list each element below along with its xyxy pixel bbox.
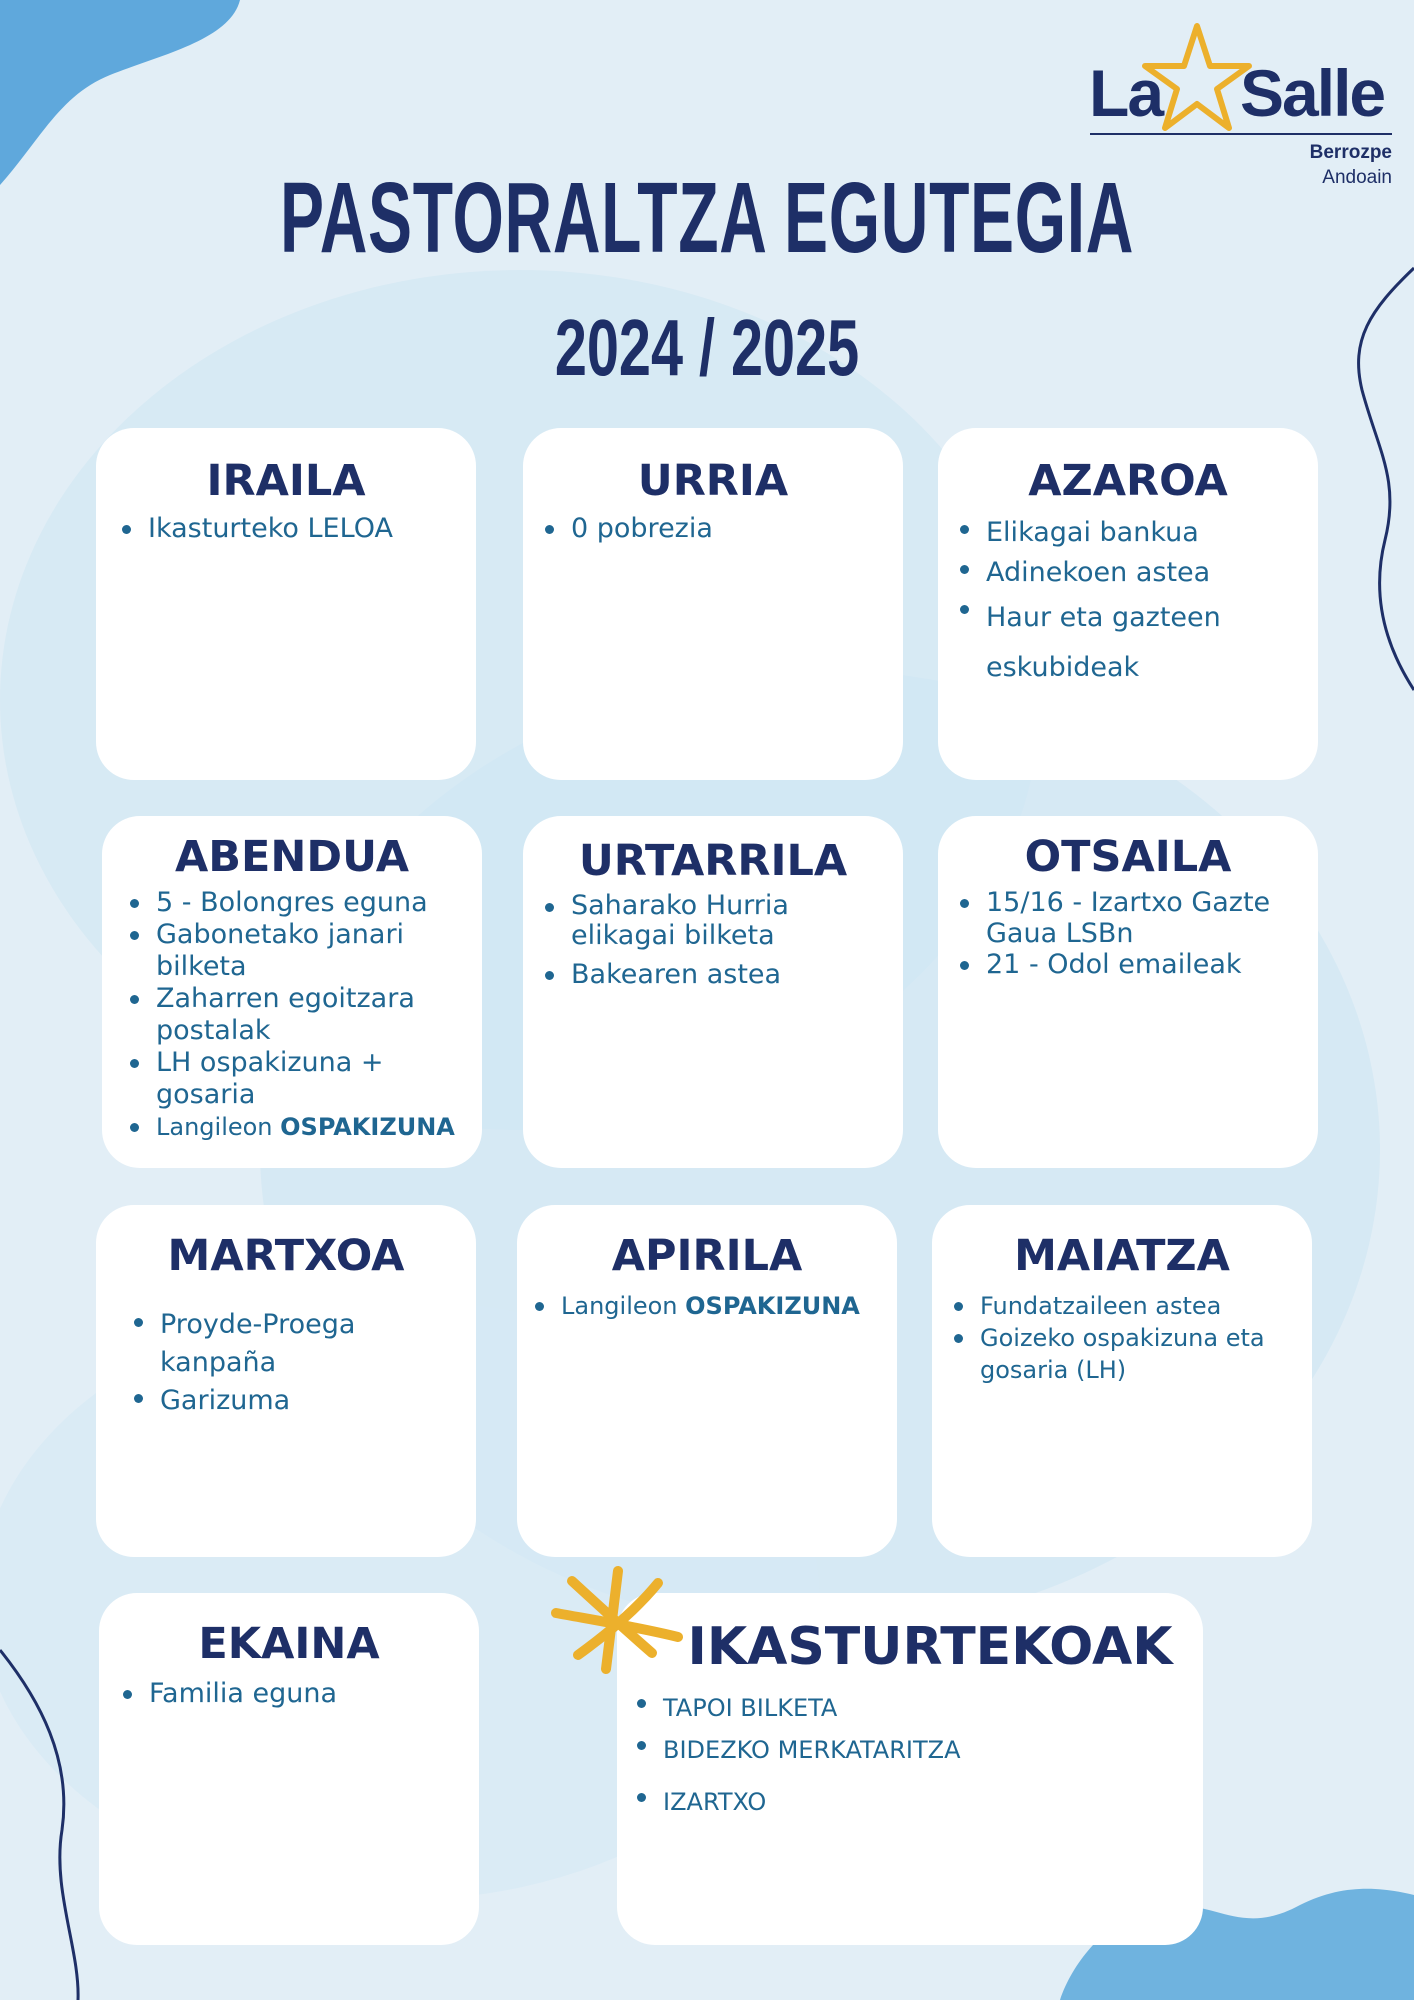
list-item: 5 - Bolongres eguna [118, 887, 482, 919]
list-item: Bakearen astea [533, 959, 903, 991]
month-card-iraila [96, 428, 476, 780]
month-title: MARTXOA [167, 1231, 405, 1281]
list-item: Fundatzaileen astea [942, 1290, 1312, 1322]
list-item: Adinekoen astea [948, 553, 1318, 593]
list-item-line: Gabonetako janari [156, 919, 405, 950]
list-item [118, 1047, 482, 1111]
month-title: AZAROA [1028, 456, 1228, 506]
month-title: IRAILA [206, 456, 366, 506]
logo-subtitle-andoain: Andoain [1322, 167, 1392, 188]
list-item [122, 1306, 476, 1382]
list-item-line: postalak [156, 1015, 271, 1046]
month-card-azaroa [938, 428, 1318, 780]
list-item [533, 891, 903, 951]
month-title: MAIATZA [1014, 1231, 1230, 1281]
month-title: URTARRILA [578, 836, 848, 886]
card-title: IKASTURTEKOAK [687, 1617, 1173, 1677]
list-item [948, 887, 1318, 949]
logo-brand-right: Salle [1240, 56, 1385, 130]
list-item: TAPOI BILKETA [625, 1687, 1203, 1729]
list-item-line: eskubideak [986, 652, 1140, 683]
list-item [118, 1111, 482, 1143]
list-item-line: 15/16 - Izartxo Gazte [986, 887, 1271, 918]
star-icon [1133, 22, 1253, 140]
card-ikasturtekoak [617, 1593, 1203, 1945]
list-item-emphasis: OSPAKIZUNA [685, 1292, 860, 1320]
month-card-martxoa [96, 1205, 476, 1557]
month-card-maiatza [932, 1205, 1312, 1557]
month-card-abendua [102, 816, 482, 1168]
list-item-line: Saharako Hurria [571, 890, 789, 921]
school-year: 2024 / 2025 [554, 303, 860, 392]
page-title: PASTORALTZA EGUTEGIA [279, 162, 1135, 274]
logo-subtitle-berrozpe: Berrozpe [1309, 142, 1392, 163]
list-item [942, 1322, 1312, 1386]
list-item: Garizuma [122, 1382, 476, 1420]
list-item-emphasis: OSPAKIZUNA [280, 1113, 455, 1141]
list-item: Familia eguna [111, 1678, 479, 1710]
month-card-urtarrila [523, 816, 903, 1168]
month-title: URRIA [637, 456, 789, 506]
month-card-ekaina [99, 1593, 479, 1945]
sparkle-icon [548, 1565, 686, 1675]
list-item: IZARTXO [625, 1781, 1203, 1823]
list-item-line: LH ospakizuna + [156, 1047, 384, 1078]
list-item-text: Langileon [561, 1292, 686, 1320]
list-item-line: Proyde-Proega [160, 1309, 356, 1340]
list-item [523, 1290, 897, 1322]
logo-divider [1090, 133, 1392, 135]
logo-brand-left: La [1089, 56, 1163, 130]
month-card-apirila [517, 1205, 897, 1557]
list-item-line: bilketa [156, 951, 247, 982]
list-item-line: Haur eta gazteen [986, 602, 1221, 633]
month-title: OTSAILA [1024, 832, 1232, 882]
list-item [948, 593, 1318, 693]
month-title: ABENDUA [175, 832, 409, 882]
list-item [118, 983, 482, 1047]
list-item-line: Gaua LSBn [986, 918, 1134, 949]
list-item: 21 - Odol emaileak [948, 949, 1318, 981]
month-card-otsaila [938, 816, 1318, 1168]
month-card-urria [523, 428, 903, 780]
list-item: Elikagai bankua [948, 513, 1318, 553]
list-item-line: gosaria [156, 1079, 256, 1110]
list-item-line: Zaharren egoitzara [156, 983, 415, 1014]
month-title: APIRILA [611, 1231, 803, 1281]
list-item: 0 pobrezia [533, 513, 903, 545]
list-item-line: gosaria (LH) [980, 1356, 1127, 1384]
list-item-text: Langileon [156, 1113, 281, 1141]
list-item-line: kanpaña [160, 1347, 277, 1378]
list-item-line: elikagai bilketa [571, 920, 775, 951]
list-item [118, 919, 482, 983]
month-title: EKAINA [198, 1619, 380, 1669]
list-item-line: Goizeko ospakizuna eta [980, 1324, 1265, 1352]
list-item: BIDEZKO MERKATARITZA [625, 1729, 1203, 1771]
list-item: Ikasturteko LELOA [110, 513, 476, 545]
